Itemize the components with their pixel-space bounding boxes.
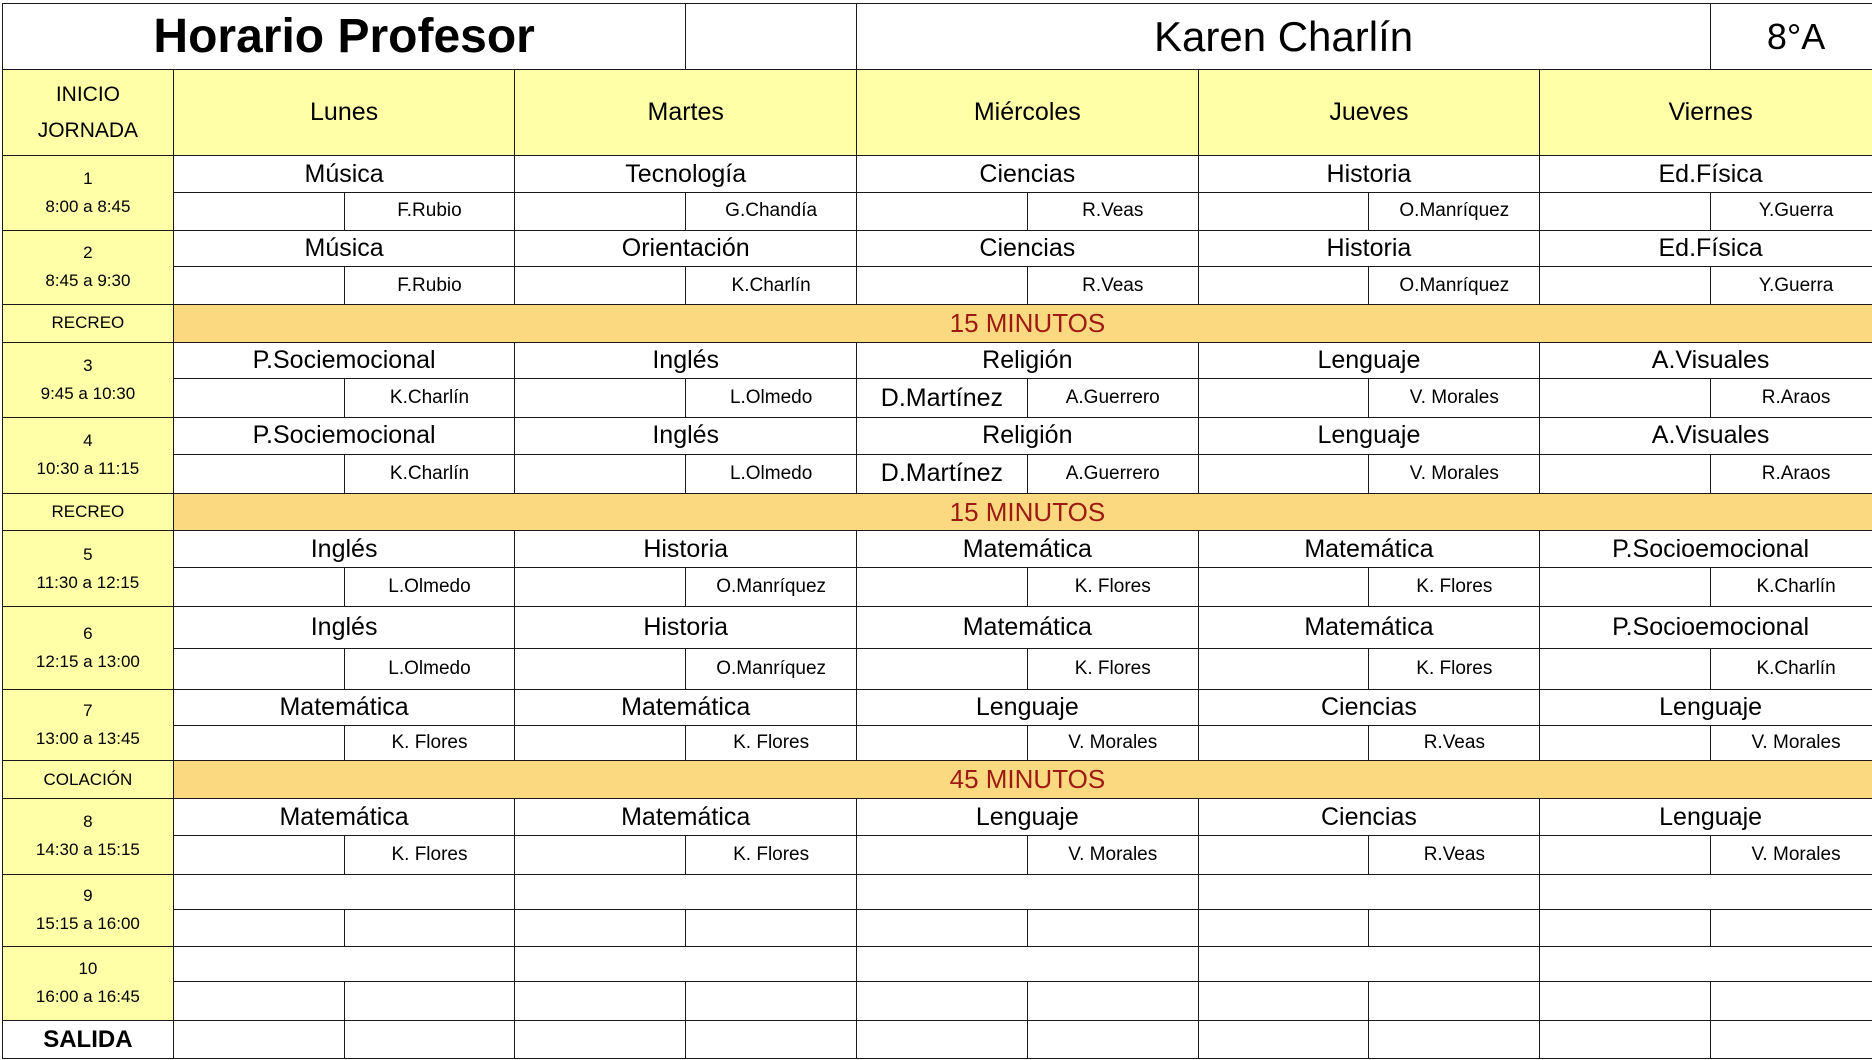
period-number: 7 bbox=[83, 700, 93, 720]
header-blank-cell bbox=[686, 4, 857, 70]
teacher-cell: R.Araos bbox=[1711, 454, 1872, 493]
extra-teacher-cell bbox=[1198, 267, 1369, 305]
subject-cell: Inglés bbox=[515, 418, 857, 455]
extra-teacher-cell bbox=[515, 726, 686, 761]
extra-teacher-cell bbox=[1540, 649, 1711, 689]
period-number: 2 bbox=[83, 243, 93, 263]
teacher-cell: O.Manríquez bbox=[1369, 192, 1540, 230]
extra-teacher-cell bbox=[515, 982, 686, 1021]
subject-cell: Lenguaje bbox=[1198, 342, 1540, 379]
period-number: 9 bbox=[83, 886, 93, 906]
teacher-cell: K.Charlín bbox=[1711, 567, 1872, 606]
subject-cell: A.Visuales bbox=[1540, 342, 1872, 379]
teacher-cell bbox=[686, 910, 857, 947]
extra-teacher-cell bbox=[173, 454, 344, 493]
period-time: 10:30 a 11:15 bbox=[36, 459, 140, 479]
salida-empty-cell bbox=[686, 1021, 857, 1059]
extra-teacher-cell bbox=[1540, 726, 1711, 761]
subject-cell: P.Socioemocional bbox=[1540, 606, 1872, 648]
subject-cell bbox=[515, 874, 857, 909]
subject-cell: Historia bbox=[515, 606, 857, 648]
teacher-cell: A.Guerrero bbox=[1027, 379, 1198, 418]
teacher-cell bbox=[344, 910, 515, 947]
extra-teacher-cell bbox=[857, 910, 1028, 947]
teacher-cell bbox=[1027, 910, 1198, 947]
subject-cell bbox=[1198, 874, 1540, 909]
subject-cell: Inglés bbox=[173, 606, 515, 648]
teacher-cell: R.Araos bbox=[1711, 379, 1872, 418]
group-label: 8°A bbox=[1711, 4, 1872, 70]
teacher-cell: L.Olmedo bbox=[686, 454, 857, 493]
extra-teacher-cell bbox=[857, 567, 1028, 606]
extra-teacher-cell bbox=[173, 726, 344, 761]
subject-cell: Matemática bbox=[857, 606, 1199, 648]
subject-cell: Inglés bbox=[173, 531, 515, 568]
subject-cell: Inglés bbox=[515, 342, 857, 379]
teacher-cell: L.Olmedo bbox=[344, 649, 515, 689]
inicio-jornada-header bbox=[3, 70, 174, 156]
salida-empty-cell bbox=[344, 1021, 515, 1059]
period-label bbox=[3, 418, 174, 494]
salida-empty-cell bbox=[173, 1021, 344, 1059]
teacher-cell: K. Flores bbox=[344, 835, 515, 874]
teacher-cell: K. Flores bbox=[1027, 649, 1198, 689]
teacher-cell bbox=[686, 982, 857, 1021]
teacher-cell: V. Morales bbox=[1711, 835, 1872, 874]
subject-cell: P.Sociemocional bbox=[173, 342, 515, 379]
extra-teacher-cell bbox=[1198, 379, 1369, 418]
extra-teacher-cell bbox=[1198, 192, 1369, 230]
break-duration-bar: 15 MINUTOS bbox=[173, 304, 1872, 342]
extra-teacher-cell bbox=[1198, 726, 1369, 761]
extra-teacher-cell bbox=[173, 192, 344, 230]
teacher-cell: Y.Guerra bbox=[1711, 267, 1872, 305]
extra-teacher-cell bbox=[857, 835, 1028, 874]
subject-cell bbox=[857, 874, 1199, 909]
subject-cell: Matemática bbox=[515, 799, 857, 836]
teacher-cell bbox=[1027, 982, 1198, 1021]
period-label bbox=[3, 874, 174, 946]
subject-cell bbox=[857, 946, 1199, 981]
subject-cell: Música bbox=[173, 230, 515, 267]
subject-cell: A.Visuales bbox=[1540, 418, 1872, 455]
extra-teacher-cell bbox=[1540, 379, 1711, 418]
teacher-cell: V. Morales bbox=[1369, 454, 1540, 493]
teacher-cell: K. Flores bbox=[1027, 567, 1198, 606]
break-label: COLACIÓN bbox=[3, 761, 174, 799]
subject-cell: Matemática bbox=[1198, 606, 1540, 648]
subject-cell: P.Sociemocional bbox=[173, 418, 515, 455]
day-header-jueves: Jueves bbox=[1198, 70, 1540, 156]
subject-cell bbox=[1198, 946, 1540, 981]
subject-cell: Orientación bbox=[515, 230, 857, 267]
period-number: 3 bbox=[83, 355, 93, 375]
period-time: 11:30 a 12:15 bbox=[36, 572, 140, 592]
salida-empty-cell bbox=[1198, 1021, 1369, 1059]
teacher-cell: O.Manríquez bbox=[1369, 267, 1540, 305]
teacher-cell bbox=[344, 982, 515, 1021]
teacher-cell: V. Morales bbox=[1369, 379, 1540, 418]
subject-cell: Lenguaje bbox=[1198, 418, 1540, 455]
subject-cell bbox=[515, 946, 857, 981]
period-number: 5 bbox=[83, 544, 93, 564]
salida-empty-cell bbox=[857, 1021, 1028, 1059]
extra-teacher-cell bbox=[515, 567, 686, 606]
salida-empty-cell bbox=[1540, 1021, 1711, 1059]
period-number: 8 bbox=[83, 812, 93, 832]
salida-empty-cell bbox=[1027, 1021, 1198, 1059]
extra-teacher-cell bbox=[173, 910, 344, 947]
extra-teacher-cell bbox=[1540, 267, 1711, 305]
extra-teacher-cell bbox=[515, 454, 686, 493]
subject-cell: Ciencias bbox=[1198, 799, 1540, 836]
extra-teacher-cell bbox=[173, 567, 344, 606]
period-time: 12:15 a 13:00 bbox=[35, 651, 140, 671]
extra-teacher-cell bbox=[515, 835, 686, 874]
period-time: 13:00 a 13:45 bbox=[35, 728, 140, 748]
teacher-cell: O.Manríquez bbox=[686, 649, 857, 689]
extra-teacher-cell bbox=[857, 267, 1028, 305]
salida-empty-cell bbox=[515, 1021, 686, 1059]
subject-cell: Historia bbox=[515, 531, 857, 568]
extra-teacher-cell bbox=[515, 192, 686, 230]
teacher-cell: K. Flores bbox=[1369, 649, 1540, 689]
extra-teacher-cell bbox=[1198, 454, 1369, 493]
day-header-miercoles: Miércoles bbox=[857, 70, 1199, 156]
subject-cell: Ed.Física bbox=[1540, 156, 1872, 193]
period-label bbox=[3, 156, 174, 230]
extra-teacher-cell bbox=[1198, 982, 1369, 1021]
subject-cell: Historia bbox=[1198, 230, 1540, 267]
period-label bbox=[3, 230, 174, 304]
extra-teacher-cell bbox=[857, 649, 1028, 689]
extra-teacher-cell bbox=[173, 379, 344, 418]
break-duration-bar: 45 MINUTOS bbox=[173, 761, 1872, 799]
subject-cell: Ciencias bbox=[857, 230, 1199, 267]
teacher-cell bbox=[1369, 910, 1540, 947]
subject-cell: Matemática bbox=[857, 531, 1199, 568]
period-label bbox=[3, 799, 174, 875]
period-label bbox=[3, 946, 174, 1020]
extra-teacher-cell bbox=[1540, 454, 1711, 493]
extra-teacher-cell bbox=[515, 910, 686, 947]
teacher-cell: O.Manríquez bbox=[686, 567, 857, 606]
schedule-table bbox=[2, 3, 1872, 1059]
teacher-cell bbox=[1711, 910, 1872, 947]
extra-teacher-cell bbox=[173, 835, 344, 874]
teacher-cell: K. Flores bbox=[686, 726, 857, 761]
period-label bbox=[3, 531, 174, 607]
teacher-cell: K.Charlín bbox=[344, 379, 515, 418]
subject-cell: Lenguaje bbox=[857, 799, 1199, 836]
teacher-cell: K.Charlín bbox=[344, 454, 515, 493]
jornada-line: JORNADA bbox=[37, 118, 139, 142]
teacher-cell: R.Veas bbox=[1027, 192, 1198, 230]
teacher-cell: K. Flores bbox=[344, 726, 515, 761]
extra-teacher-cell bbox=[857, 982, 1028, 1021]
break-label: RECREO bbox=[3, 493, 174, 531]
extra-teacher-cell: D.Martínez bbox=[857, 454, 1028, 493]
subject-cell bbox=[1540, 946, 1872, 981]
extra-teacher-cell bbox=[1198, 910, 1369, 947]
subject-cell bbox=[173, 874, 515, 909]
inicio-line: INICIO bbox=[55, 82, 120, 106]
subject-cell bbox=[173, 946, 515, 981]
period-number: 1 bbox=[83, 168, 93, 188]
extra-teacher-cell bbox=[1540, 910, 1711, 947]
extra-teacher-cell bbox=[857, 726, 1028, 761]
subject-cell: Religión bbox=[857, 342, 1199, 379]
teacher-cell: Y.Guerra bbox=[1711, 192, 1872, 230]
salida-empty-cell bbox=[1369, 1021, 1540, 1059]
period-time: 8:00 a 8:45 bbox=[45, 196, 131, 216]
period-time: 9:45 a 10:30 bbox=[40, 383, 136, 403]
teacher-cell: L.Olmedo bbox=[344, 567, 515, 606]
teacher-cell bbox=[1711, 982, 1872, 1021]
period-number: 6 bbox=[83, 623, 93, 643]
page-title: Horario Profesor bbox=[3, 4, 686, 70]
subject-cell: Ed.Física bbox=[1540, 230, 1872, 267]
subject-cell: Matemática bbox=[515, 689, 857, 726]
extra-teacher-cell bbox=[1198, 835, 1369, 874]
teacher-cell: A.Guerrero bbox=[1027, 454, 1198, 493]
period-time: 16:00 a 16:45 bbox=[35, 987, 140, 1007]
period-label bbox=[3, 606, 174, 689]
extra-teacher-cell bbox=[857, 192, 1028, 230]
teacher-cell: R.Veas bbox=[1369, 835, 1540, 874]
subject-cell: Lenguaje bbox=[857, 689, 1199, 726]
teacher-cell bbox=[1369, 982, 1540, 1021]
teacher-cell: K.Charlín bbox=[1711, 649, 1872, 689]
subject-cell: Matemática bbox=[173, 799, 515, 836]
subject-cell: P.Socioemocional bbox=[1540, 531, 1872, 568]
period-number: 4 bbox=[83, 431, 93, 451]
teacher-cell: V. Morales bbox=[1711, 726, 1872, 761]
extra-teacher-cell bbox=[1540, 982, 1711, 1021]
teacher-name: Karen Charlín bbox=[857, 4, 1711, 70]
day-header-lunes: Lunes bbox=[173, 70, 515, 156]
subject-cell: Ciencias bbox=[1198, 689, 1540, 726]
subject-cell: Historia bbox=[1198, 156, 1540, 193]
extra-teacher-cell bbox=[515, 379, 686, 418]
period-time: 15:15 a 16:00 bbox=[35, 914, 140, 934]
subject-cell: Matemática bbox=[1198, 531, 1540, 568]
period-number: 10 bbox=[78, 959, 98, 979]
extra-teacher-cell bbox=[1198, 567, 1369, 606]
salida-label: SALIDA bbox=[3, 1021, 174, 1059]
subject-cell: Música bbox=[173, 156, 515, 193]
teacher-cell: V. Morales bbox=[1027, 726, 1198, 761]
break-label: RECREO bbox=[3, 304, 174, 342]
subject-cell: Lenguaje bbox=[1540, 799, 1872, 836]
teacher-cell: R.Veas bbox=[1369, 726, 1540, 761]
subject-cell: Lenguaje bbox=[1540, 689, 1872, 726]
teacher-cell: V. Morales bbox=[1027, 835, 1198, 874]
extra-teacher-cell bbox=[515, 649, 686, 689]
subject-cell: Tecnología bbox=[515, 156, 857, 193]
extra-teacher-cell: D.Martínez bbox=[857, 379, 1028, 418]
extra-teacher-cell bbox=[1540, 835, 1711, 874]
salida-empty-cell bbox=[1711, 1021, 1872, 1059]
subject-cell: Religión bbox=[857, 418, 1199, 455]
teacher-cell: R.Veas bbox=[1027, 267, 1198, 305]
teacher-cell: G.Chandía bbox=[686, 192, 857, 230]
extra-teacher-cell bbox=[173, 267, 344, 305]
subject-cell: Matemática bbox=[173, 689, 515, 726]
teacher-cell: K.Charlín bbox=[686, 267, 857, 305]
subject-cell: Ciencias bbox=[857, 156, 1199, 193]
extra-teacher-cell bbox=[1540, 192, 1711, 230]
period-label bbox=[3, 689, 174, 761]
extra-teacher-cell bbox=[1198, 649, 1369, 689]
extra-teacher-cell bbox=[173, 649, 344, 689]
teacher-cell: K. Flores bbox=[686, 835, 857, 874]
period-label bbox=[3, 342, 174, 418]
subject-cell bbox=[1540, 874, 1872, 909]
period-time: 14:30 a 15:15 bbox=[35, 840, 140, 860]
period-time: 8:45 a 9:30 bbox=[45, 271, 131, 291]
day-header-viernes: Viernes bbox=[1540, 70, 1872, 156]
break-duration-bar: 15 MINUTOS bbox=[173, 493, 1872, 531]
extra-teacher-cell bbox=[173, 982, 344, 1021]
teacher-cell: L.Olmedo bbox=[686, 379, 857, 418]
teacher-cell: F.Rubio bbox=[344, 267, 515, 305]
teacher-cell: F.Rubio bbox=[344, 192, 515, 230]
extra-teacher-cell bbox=[1540, 567, 1711, 606]
teacher-cell: K. Flores bbox=[1369, 567, 1540, 606]
extra-teacher-cell bbox=[515, 267, 686, 305]
day-header-martes: Martes bbox=[515, 70, 857, 156]
